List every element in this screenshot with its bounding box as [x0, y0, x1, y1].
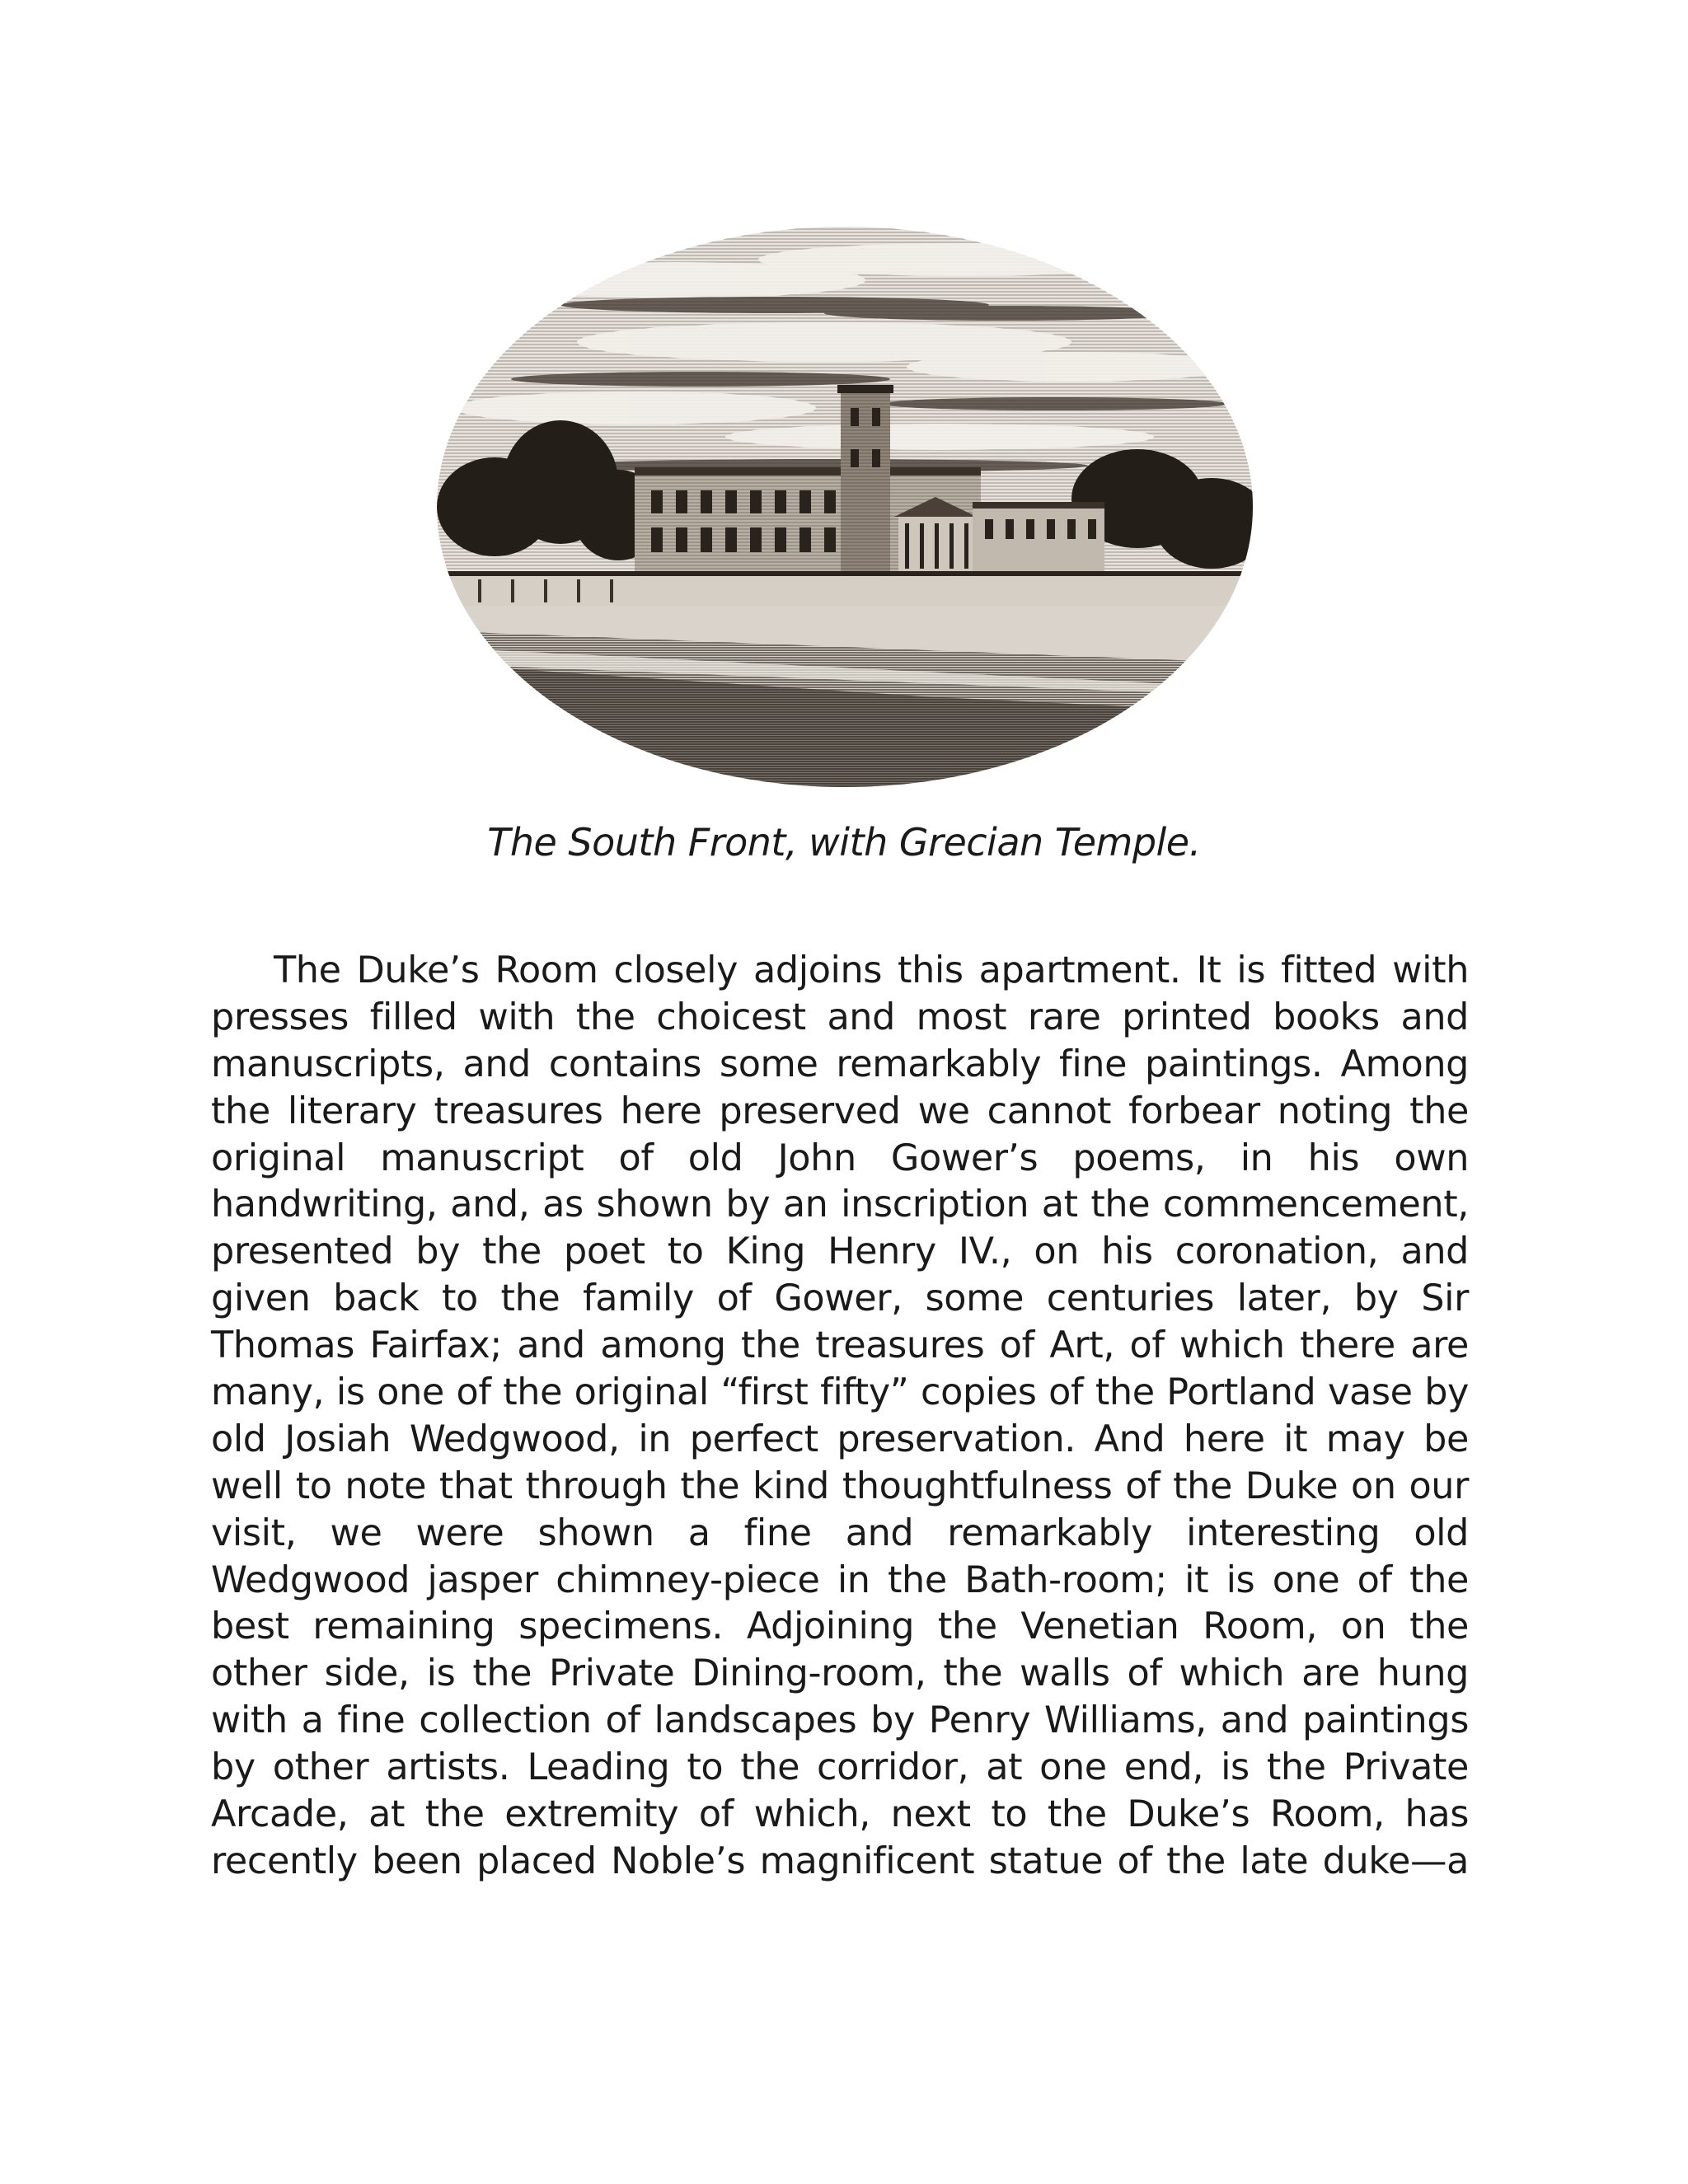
text-line: presses filled with the choicest and most rare printed books and	[211, 996, 1469, 1038]
text-line: manuscripts, and contains some remarkably fine paintings. Among	[211, 1043, 1469, 1085]
text-line: other side, is the Private Dining-room, the walls of which are hung	[211, 1652, 1469, 1695]
text-line: presented by the poet to King Henry IV., on his coronation, and	[211, 1230, 1469, 1273]
south-front-engraving	[429, 202, 1261, 812]
text-line: visit, we were shown a fine and remarkably interesting old	[211, 1511, 1469, 1554]
text-line: The Duke’s Room closely adjoins this apartment. It is fitted with	[274, 949, 1469, 991]
text-line: Wedgwood jasper chimney-piece in the Bath-room; it is one of the	[211, 1558, 1469, 1601]
text-line: Thomas Fairfax; and among the treasures of Art, of which there are	[211, 1324, 1469, 1367]
text-line: many, is one of the original “first fifty” copies of the Portland vase by	[211, 1371, 1469, 1414]
text-line: Arcade, at the extremity of which, next to the Duke’s Room, has	[211, 1793, 1469, 1836]
text-line: handwriting, and, as shown by an inscription at the commencement,	[211, 1183, 1469, 1226]
text-line: old Josiah Wedgwood, in perfect preservation. And here it may be	[211, 1418, 1469, 1460]
text-line: by other artists. Leading to the corridor, at one end, is the Private	[211, 1746, 1469, 1789]
text-line: well to note that through the kind thoughtfulness of the Duke on our	[211, 1465, 1469, 1507]
body-paragraph	[211, 948, 1469, 1886]
text-line: with a fine collection of landscapes by Penry Williams, and paintings	[211, 1699, 1469, 1742]
text-line: recently been placed Noble’s magnificent statue of the late duke—a	[211, 1840, 1469, 1882]
figure-caption: The South Front, with Grecian Temple.	[487, 820, 1201, 865]
text-line: original manuscript of old John Gower’s poems, in his own	[211, 1137, 1469, 1179]
text-line: best remaining specimens. Adjoining the Venetian Room, on the	[211, 1605, 1469, 1648]
text-line: the literary treasures here preserved we cannot forbear noting the	[211, 1090, 1469, 1132]
text-line: given back to the family of Gower, some centuries later, by Sir	[211, 1277, 1469, 1320]
